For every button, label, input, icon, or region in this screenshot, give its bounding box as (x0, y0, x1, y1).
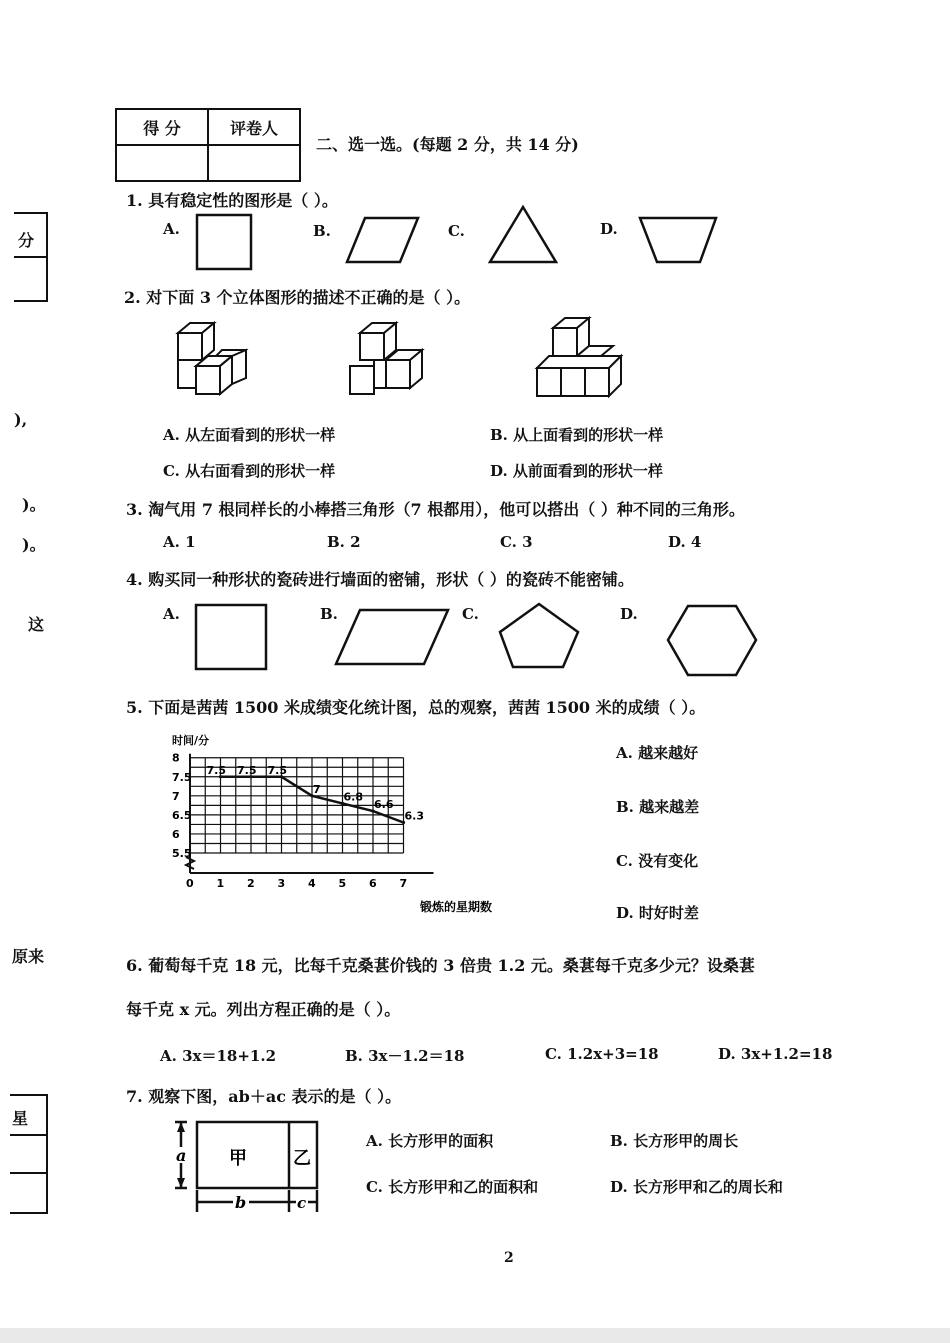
chart-data-label: 7.5 (237, 763, 257, 777)
q2-option-c: C. 从右面看到的形状一样 (163, 462, 336, 480)
q3-option-a: A. 1 (163, 533, 196, 551)
q1-stem: 1. 具有稳定性的图形是（ ）。 (126, 191, 338, 210)
pentagon-icon (500, 604, 578, 667)
chart-x-tick-label: 2 (247, 877, 255, 890)
chart-xlabel: 锻炼的星期数 (420, 900, 493, 914)
page-number: 2 (504, 1250, 514, 1266)
q7-label-b: b (235, 1193, 247, 1212)
q1-option-b: B. (313, 222, 331, 240)
q6-stem-line2: 每千克 x 元。列出方程正确的是（ ）。 (126, 1000, 401, 1019)
q4-option-b: B. (320, 605, 338, 623)
q7-option-b: B. 长方形甲的周长 (610, 1132, 739, 1150)
chart-data-label: 7 (313, 782, 321, 796)
chart-y-tick-label: 6.5 (172, 808, 192, 822)
q2-stem: 2. 对下面 3 个立体图形的描述不正确的是（ ）。 (124, 288, 471, 307)
chart-ylabel: 时间/分 (172, 734, 210, 747)
chart-data-label: 7.5 (267, 763, 287, 777)
chart-data-label: 7.5 (206, 763, 226, 777)
q7-label-jia: 甲 (229, 1148, 247, 1169)
q7-rectangle-figure (165, 1118, 335, 1218)
q3-option-c: C. 3 (500, 533, 533, 551)
q6-option-b: B. 3x－1.2＝18 (345, 1047, 465, 1065)
q5-option-c: C. 没有变化 (616, 852, 699, 870)
chart-y-tick-label: 8 (172, 751, 180, 765)
chart-y-tick-label: 7.5 (172, 770, 192, 784)
q2-option-b: B. 从上面看到的形状一样 (490, 426, 664, 444)
q6-stem-line1: 6. 葡萄每千克 18 元，比每千克桑葚价钱的 3 倍贵 1.2 元。桑葚每千克多少元？设桑葚 (126, 956, 755, 975)
q7-label-c: c (297, 1194, 307, 1212)
q4-option-c: C. (462, 605, 479, 623)
hexagon-icon (668, 606, 756, 675)
q5-stem: 5. 下面是茜茜 1500 米成绩变化统计图，总的观察，茜茜 1500 米的成绩（ ）。 (126, 698, 706, 717)
chart-data-label: 6.8 (343, 790, 363, 804)
chart-y-tick-label: 6 (172, 827, 180, 841)
chart-y-tick-label: 5.5 (172, 847, 192, 860)
q6-option-c: C. 1.2x+3=18 (545, 1045, 659, 1063)
q4-option-d: D. (620, 605, 638, 623)
chart-x-tick-label: 6 (369, 877, 377, 890)
q1-option-a: A. (163, 220, 180, 238)
margin-grade-box (10, 1094, 48, 1214)
q5-option-a: A. 越来越好 (616, 744, 699, 762)
margin-fragment-1: 分 (18, 231, 35, 250)
chart-x-tick-label: 0 (186, 877, 194, 890)
q5-option-d: D. 时好时差 (616, 904, 699, 922)
margin-fragment-2: ), (14, 410, 28, 429)
margin-fragment-7: 星 (12, 1109, 29, 1128)
q3-stem: 3. 淘气用 7 根同样长的小棒搭三角形（7 根都用），他可以搭出（ ）种不同的三角形。 (126, 500, 745, 519)
chart-data-label: 6.6 (374, 798, 394, 812)
square-icon (196, 605, 266, 669)
q2-option-a: A. 从左面看到的形状一样 (163, 426, 336, 444)
margin-fragment-3: )。 (22, 495, 46, 514)
q4-stem: 4. 购买同一种形状的瓷砖进行墙面的密铺，形状（ ）的瓷砖不能密铺。 (126, 570, 634, 589)
q7-option-d: D. 长方形甲和乙的周长和 (610, 1178, 783, 1196)
q2-option-d: D. 从前面看到的形状一样 (490, 462, 663, 480)
q3-option-b: B. 2 (327, 533, 361, 551)
q7-option-c: C. 长方形甲和乙的面积和 (366, 1178, 539, 1196)
q1-option-c: C. (448, 222, 465, 240)
chart-x-tick-label: 3 (277, 877, 286, 890)
q7-label-a: a (176, 1146, 187, 1165)
footer-bar (0, 1328, 950, 1343)
q1-option-d: D. (600, 220, 618, 238)
parallelogram-icon (336, 610, 448, 664)
q5-line-chart (150, 730, 550, 920)
chart-x-tick-label: 1 (216, 877, 225, 890)
section-title: 二、选一选。(每题 2 分，共 14 分) (316, 135, 579, 154)
q6-option-d: D. 3x+1.2=18 (718, 1045, 833, 1063)
q6-option-a: A. 3x＝18+1.2 (160, 1047, 277, 1065)
margin-fragment-4: )。 (22, 535, 46, 554)
chart-x-tick-label: 7 (399, 877, 408, 890)
q4-option-a: A. (163, 605, 180, 623)
grader-label: 评卷人 (208, 109, 300, 145)
margin-fragment-6: 原来 (12, 947, 45, 966)
chart-y-tick-label: 7 (172, 789, 180, 803)
chart-data-label: 6.3 (404, 809, 424, 823)
q7-stem: 7. 观察下图，ab＋ac 表示的是（ ）。 (126, 1087, 402, 1106)
score-label: 得 分 (116, 109, 208, 145)
q5-option-b: B. 越来越差 (616, 798, 700, 816)
chart-x-tick-label: 4 (308, 877, 316, 890)
q3-option-d: D. 4 (668, 533, 702, 551)
q7-label-yi: 乙 (293, 1148, 311, 1169)
margin-fragment-5: 这 (28, 615, 45, 634)
q7-option-a: A. 长方形甲的面积 (366, 1132, 494, 1150)
chart-x-tick-label: 5 (338, 877, 347, 890)
